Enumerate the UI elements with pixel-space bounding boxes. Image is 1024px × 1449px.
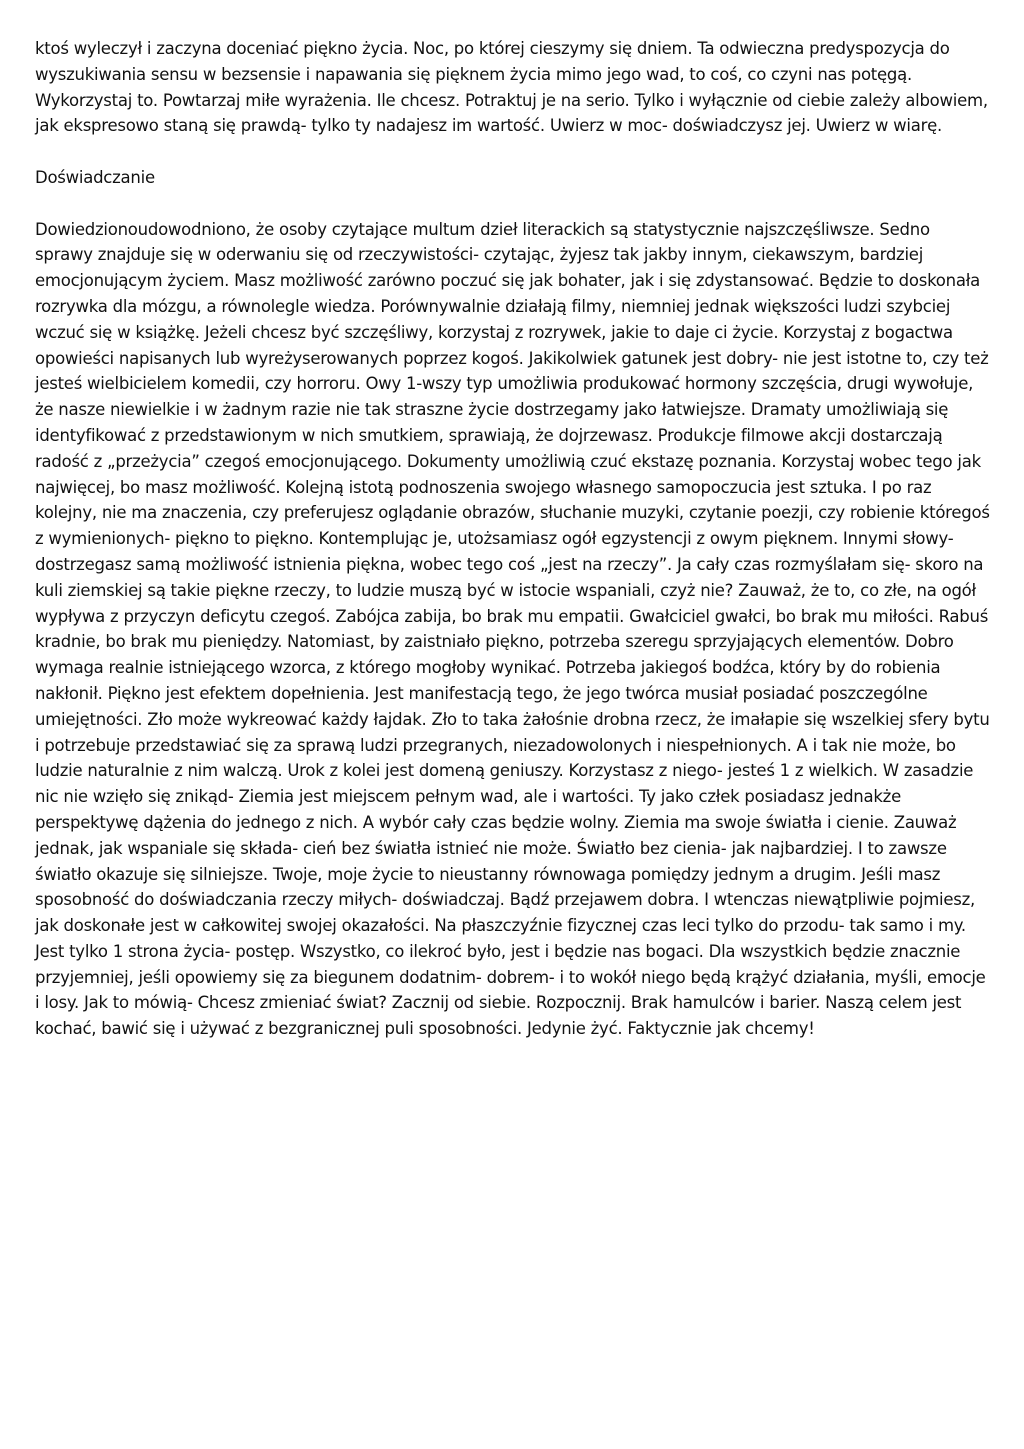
intro-paragraph: ktoś wyleczył i zaczyna doceniać piękno życia. Noc, po której cieszymy się dniem. Ta odwieczna predyspozycja do wyszukiwania sensu w bezsensie i napawania się pięknem życia mimo jego wad, to coś, co czyni nas potęgą. Wykorzystaj to. Powtarzaj miłe wyrażenia. Ile chcesz. Potraktuj je na serio. Tylko i wyłącznie od ciebie zależy albowiem, jak ekspresowo staną się prawdą- tylko ty nadajesz im wartość. Uwierz w moc- doświadczysz jej. Uwierz w wiarę. — [35, 39, 988, 136]
section-heading: Doświadczanie — [35, 167, 155, 187]
body-paragraph: Dowiedzionoudowodniono, że osoby czytające multum dzieł literackich są statystycznie najszczęśliwsze. Sedno sprawy znajduje się w oderwaniu się od rzeczywistości- czytając, żyjesz tak jakby innym, ciekawszym, bardziej emocjonującym życiem. Masz możliwość zarówno poczuć się jak bohater, jak i się zdystansować. Będzie to doskonała rozrywka dla mózgu, a równolegle wiedza. Porównywalnie działają filmy, niemniej jednak większości ludzi szybciej wczuć się w książkę. Jeżeli chcesz być szczęśliwy, korzystaj z rozrywek, jakie to daje ci życie. Korzystaj z bogactwa opowieści napisanych lub wyreżyserowanych poprzez kogoś. Jakikolwiek gatunek jest dobry- nie jest istotne to, czy też jesteś wielbicielem komedii, czy horroru. Owy 1-wszy typ umożliwia produkować hormony szczęścia, drugi wywołuje, że nasze niewielkie i w żadnym razie nie tak straszne życie dostrzegamy jako łatwiejsze. Dramaty umożliwiają się identyfikować z przedstawionym w nich smutkiem, sprawiają, że dojrzewasz. Produkcje filmowe akcji dostarczają radość z „przeżycia” czegoś emocjonującego. Dokumenty umożliwią czuć ekstazę poznania. Korzystaj wobec tego jak najwięcej, bo masz możliwość. Kolejną istotą podnoszenia swojego własnego samopoczucia jest sztuka. I po raz kolejny, nie ma znaczenia, czy preferujesz oglądanie obrazów, słuchanie muzyki, czytanie poezji, czy robienie któregoś z wymienionych- piękno to piękno. Kontemplując je, utożsamiasz ogół egzystencji z owym pięknem. Innymi słowy- dostrzegasz samą możliwość istnienia piękna, wobec tego coś „jest na rzeczy”. Ja cały czas rozmyślałam się- skoro na kuli ziemskiej są takie piękne rzeczy, to ludzie muszą być w istocie wspaniali, czyż nie? Zauważ, że to, co złe, na ogół wypływa z przyczyn deficytu czegoś. Zabójca zabija, bo brak mu empatii. Gwałciciel gwałci, bo brak mu miłości. Rabuś kradnie, bo brak mu pieniędzy. Natomiast, by zaistniało piękno, potrzeba szeregu sprzyjających elementów. Dobro wymaga realnie istniejącego wzorca, z którego mogłoby wynikać. Potrzeba jakiegoś bodźca, który by do robienia nakłonił. Piękno jest efektem dopełnienia. Jest manifestacją tego, że jego twórca musiał posiadać poszczególne umiejętności. Zło może wykreować każdy łajdak. Zło to taka żałośnie drobna rzecz, że imałapie się wszelkiej sfery bytu i potrzebuje przedstawiać się za sprawą ludzi przegranych, niezadowolonych i niespełnionych. A i tak nie może, bo ludzie naturalnie z nim walczą. Urok z kolei jest domeną geniuszy. Korzystasz z niego- jesteś 1 z wielkich. W zasadzie nic nie wzięło się znikąd- Ziemia jest miejscem pełnym wad, ale i wartości. Ty jako człek posiadasz jednakże perspektywę dążenia do jednego z nich. A wybór cały czas będzie wolny. Ziemia ma swoje światła i cienie. Zauważ jednak, jak wspaniale się składa- cień bez światła istnieć nie może. Światło bez cienia- jak najbardziej. I to zawsze światło okazuje się silniejsze. Twoje, moje życie to nieustanny równowaga pomiędzy jednym a drugim. Jeśli masz sposobność do doświadczania rzeczy miłych- doświadczaj. Bądź przejawem dobra. I wtenczas niewątpliwie pojmiesz, jak doskonałe jest w całkowitej swojej okazałości. Na płaszczyźnie fizycznej czas leci tylko do przodu- tak samo i my. Jest tylko 1 strona życia- postęp. Wszystko, co ilekroć było, jest i będzie nas bogaci. Dla wszystkich będzie znacznie przyjemniej, jeśli opowiemy się za biegunem dodatnim- dobrem- i to wokół niego będą krążyć działania, myśli, emocje i losy. Jak to mówią- Chcesz zmieniać świat? Zacznij od siebie. Rozpocznij. Brak hamulców i barier. Naszą celem jest kochać, bawić się i używać z bezgranicznej puli sposobności. Jedynie żyć. Faktycznie jak chcemy! — [35, 219, 990, 1039]
document-page — [35, 36, 991, 1068]
